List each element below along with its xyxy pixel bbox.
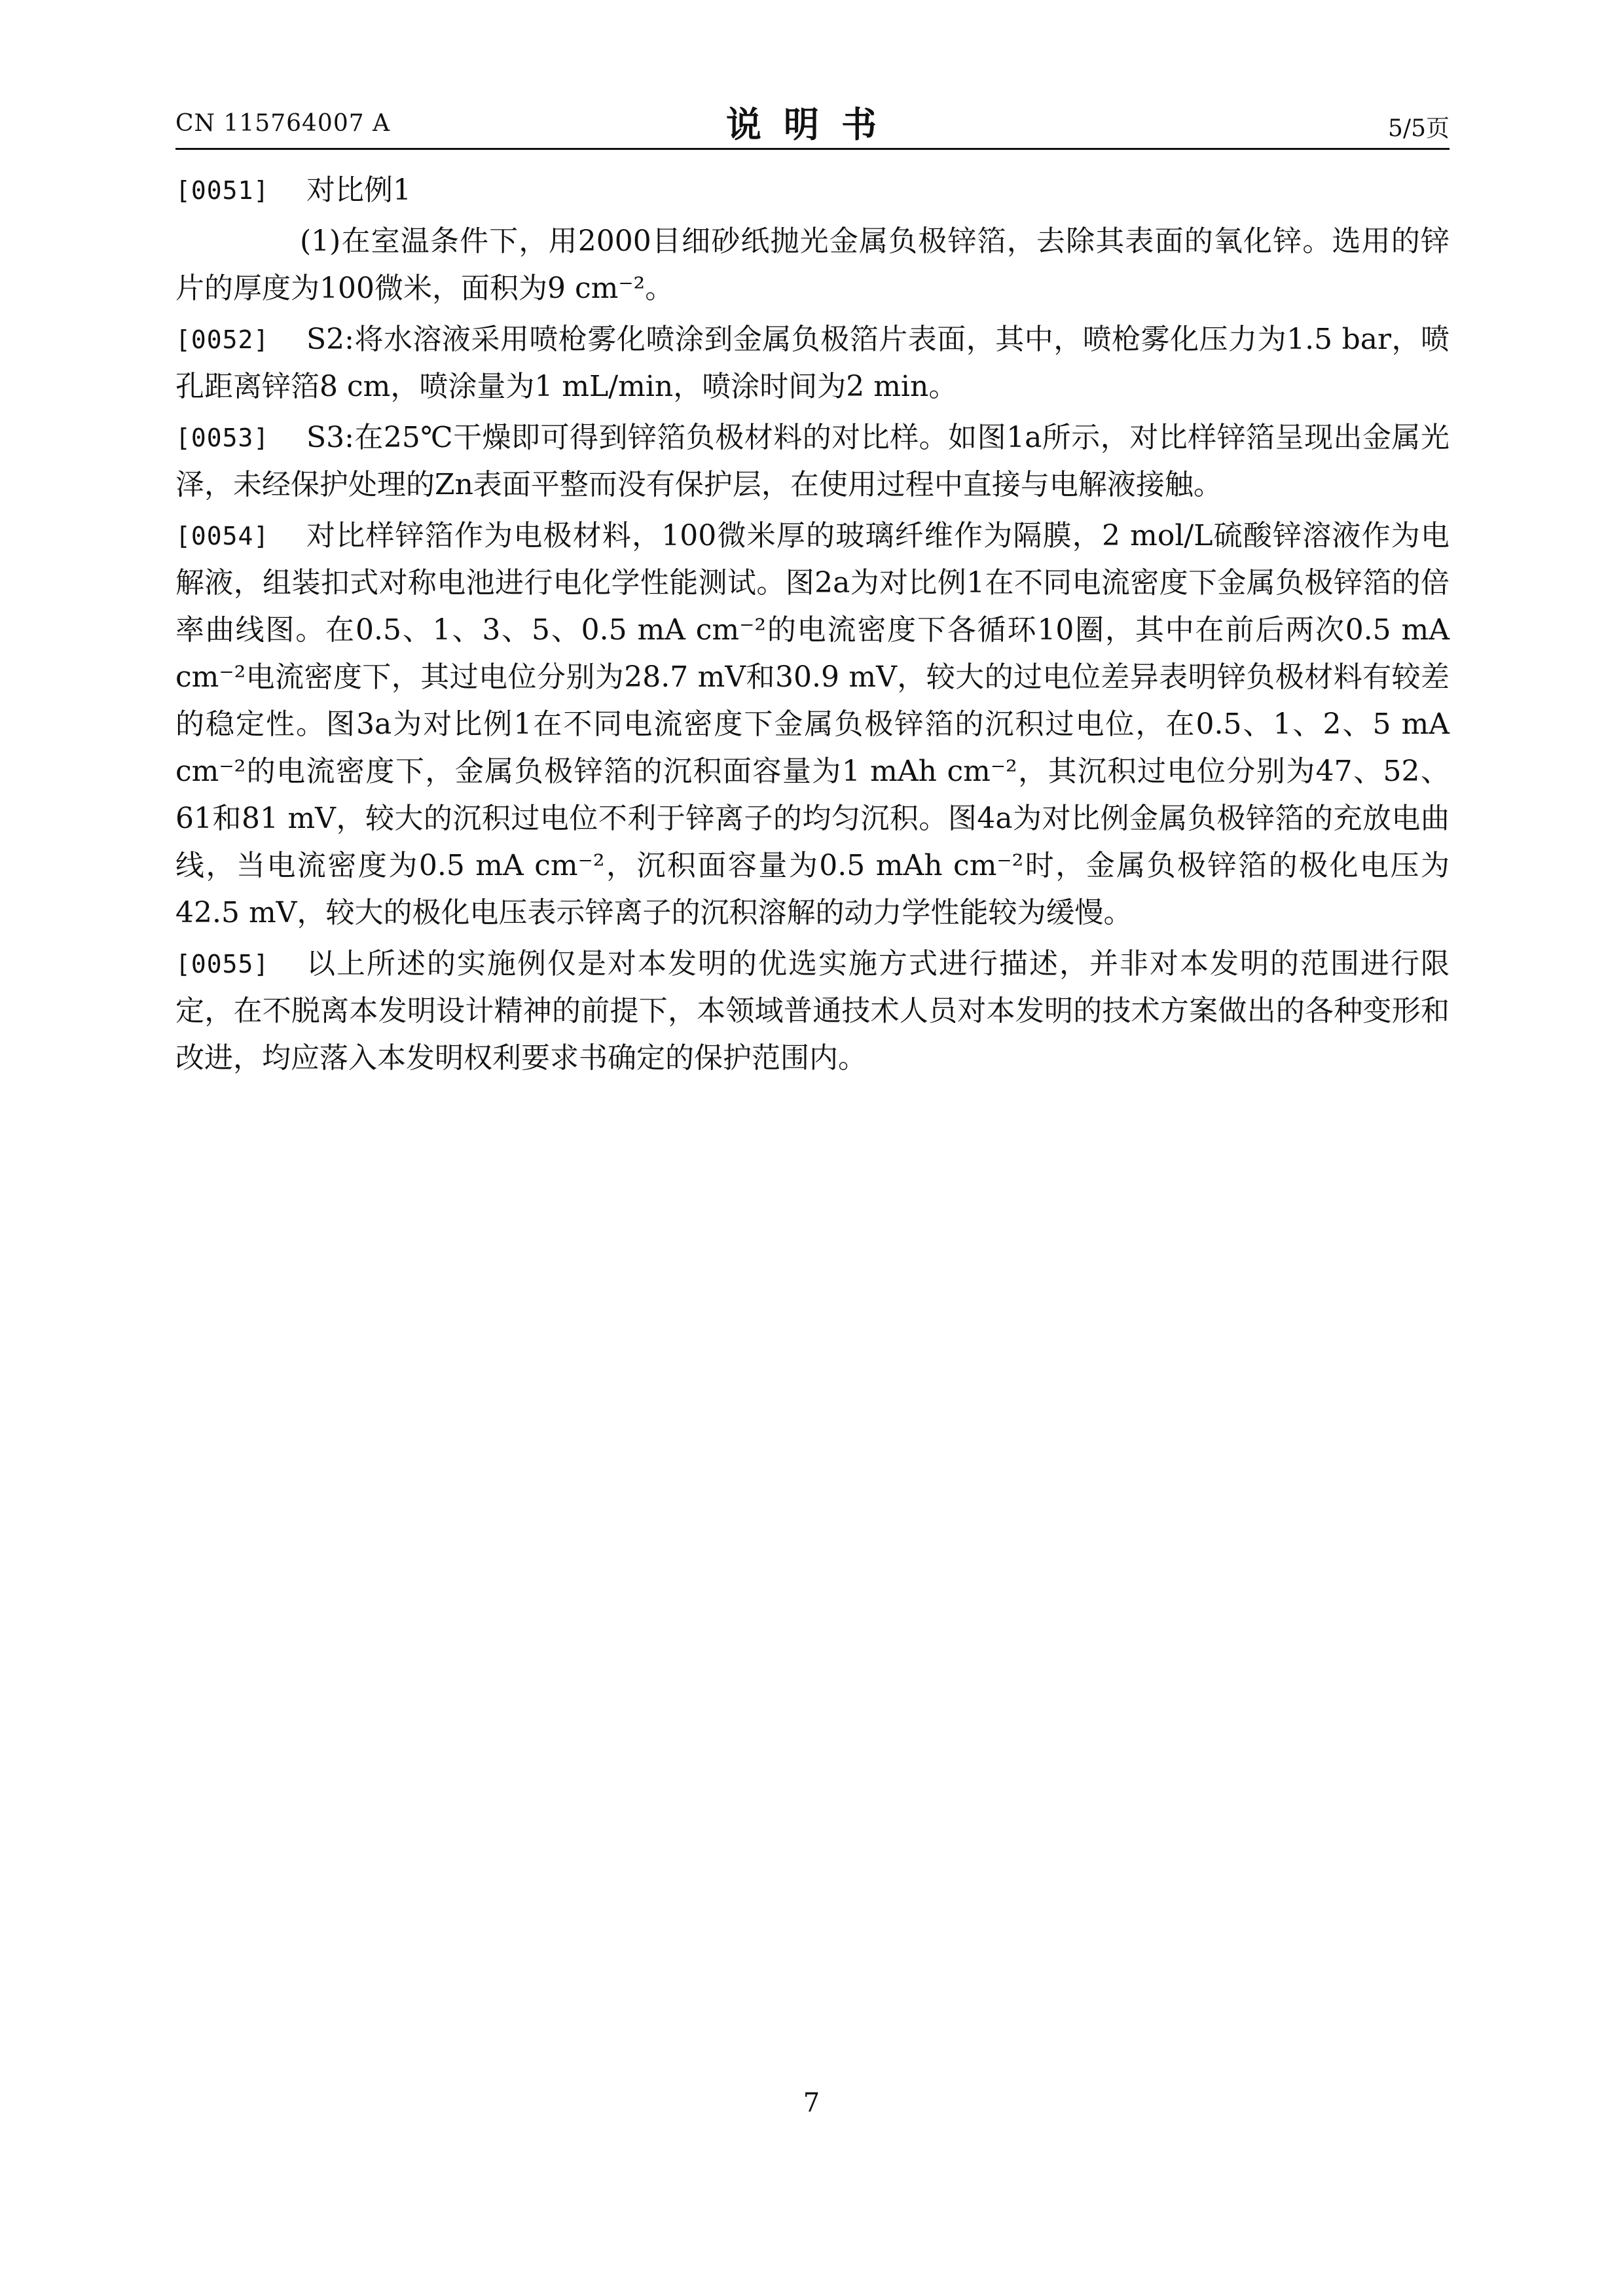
paragraph-0053: [175, 414, 1450, 509]
header-rule: [175, 148, 1450, 150]
paragraph-0054: [175, 512, 1450, 937]
page-number: 7: [803, 2088, 820, 2118]
paragraph-text: S3:在25℃干燥即可得到锌箔负极材料的对比样。如图1a所示，对比样锌箔呈现出金属光泽，未经保护处理的Zn表面平整而没有保护层，在使用过程中直接与电解液接触。: [175, 421, 1450, 501]
document-title: 说明书: [726, 103, 899, 145]
paragraph-number: [0051]: [175, 176, 270, 205]
document-body: [175, 167, 1450, 1086]
paragraph-number: [0052]: [175, 325, 270, 354]
paragraph-0051-step-1: [175, 218, 1450, 312]
paragraph-0051: [175, 167, 1450, 214]
paragraph-text: S2:将水溶液采用喷枪雾化喷涂到金属负极箔片表面，其中，喷枪雾化压力为1.5 bar，喷孔距离锌箔8 cm，喷涂量为1 mL/min，喷涂时间为2 min。: [175, 323, 1450, 403]
paragraph-0052: [175, 316, 1450, 410]
paragraph-0055: [175, 941, 1450, 1082]
paragraph-number: [0055]: [175, 950, 270, 978]
paragraph-number: [0053]: [175, 423, 270, 452]
paragraph-number: [0054]: [175, 522, 270, 550]
paragraph-text: 对比例1: [306, 173, 411, 207]
paragraph-text: (1)在室温条件下，用2000目细砂纸抛光金属负极锌箔，去除其表面的氧化锌。选用的锌片的厚度为100微米，面积为9 cm⁻²。: [175, 224, 1450, 305]
publication-number: CN 115764007 A: [175, 110, 391, 137]
paragraph-text: 以上所述的实施例仅是对本发明的优选实施方式进行描述，并非对本发明的范围进行限定，在不脱离本发明设计精神的前提下，本领域普通技术人员对本发明的技术方案做出的各种变形和改进，均应落入本发明权利要求书确定的保护范围内。: [175, 947, 1450, 1075]
page-indicator: 5/5页: [1388, 115, 1450, 142]
page-header: [175, 92, 1450, 151]
paragraph-text: 对比样锌箔作为电极材料，100微米厚的玻璃纤维作为隔膜，2 mol/L硫酸锌溶液作为电解液，组装扣式对称电池进行电化学性能测试。图2a为对比例1在不同电流密度下金属负极锌箔的倍率曲线图。在0.5、1、3、5、0.5 mA cm⁻²的电流密度下各循环10圈，其中在前后两次0.5 mA cm⁻²电流密度下，其过电位分别为28.7 mV和30.9 mV，较大的过电位差异表明锌负极材料有较差的稳定性。图3a为对比例1在不同电流密度下金属负极锌箔的沉积过电位，在0.5、1、2、5 mA cm⁻²的电流密度下，金属负极锌箔的沉积面容量为1 mAh cm⁻²，其沉积过电位分别为47、52、61和81 mV，较大的沉积过电位不利于锌离子的均匀沉积。图4a为对比例金属负极锌箔的充放电曲线，当电流密度为0.5 mA cm⁻²，沉积面容量为0.5 mAh cm⁻²时，金属负极锌箔的极化电压为42.5 mV，较大的极化电压表示锌离子的沉积溶解的动力学性能较为缓慢。: [175, 519, 1450, 929]
